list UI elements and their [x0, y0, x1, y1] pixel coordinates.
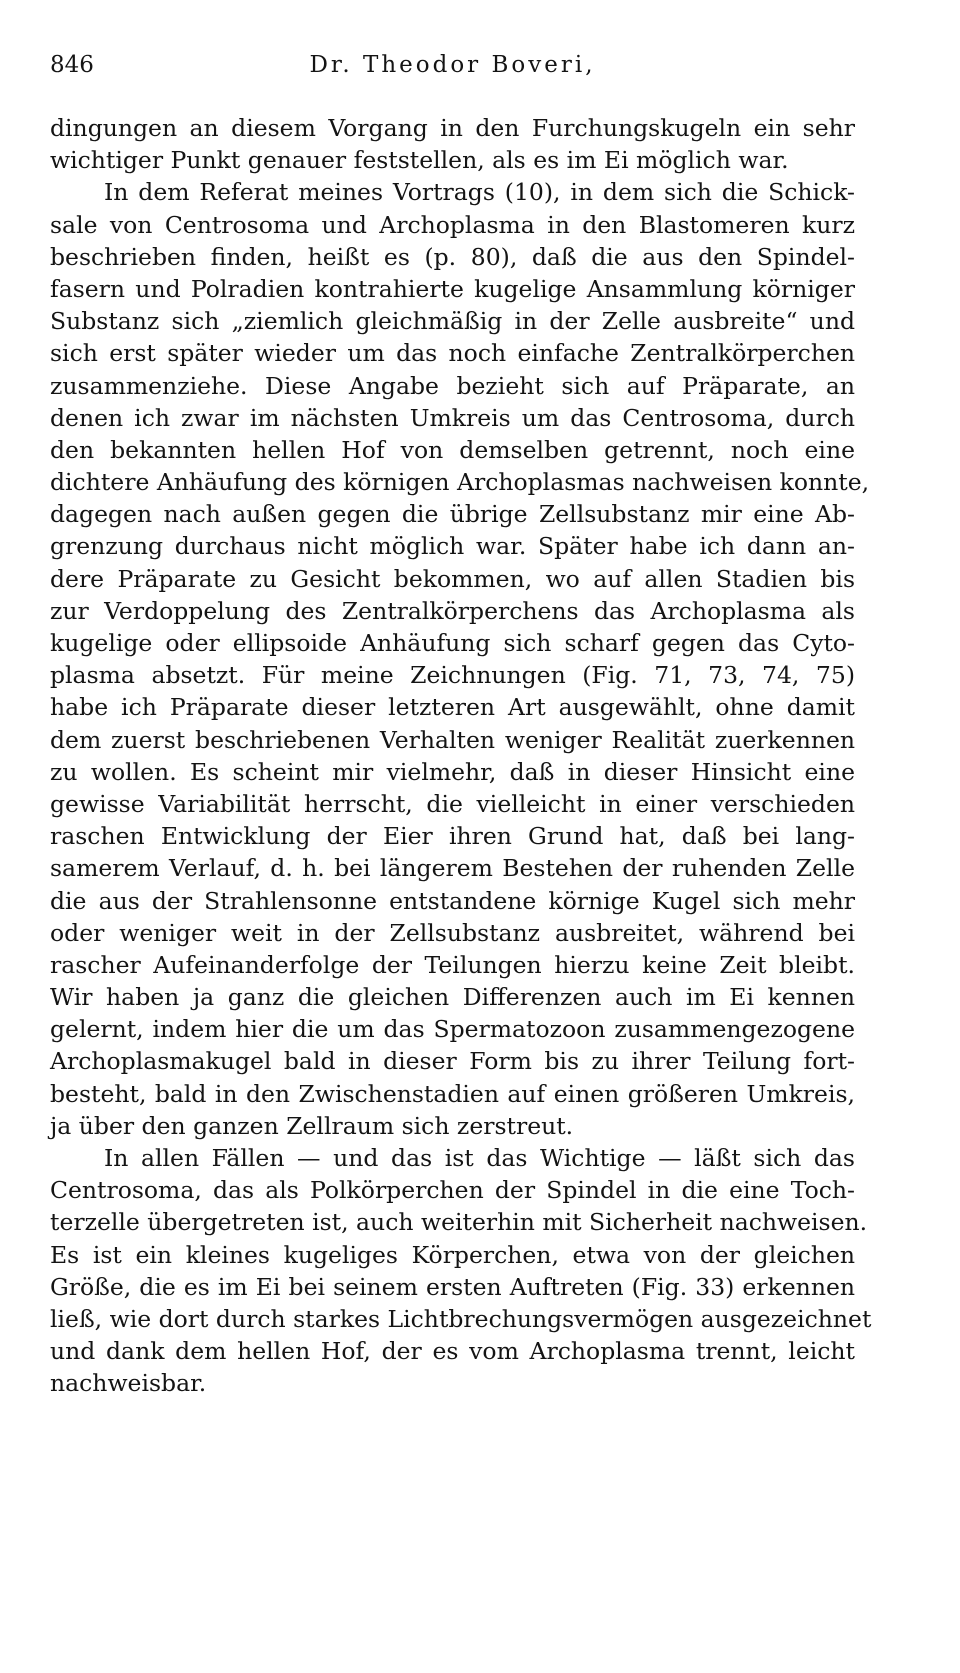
text-line: beschrieben finden, heißt es (p. 80), daß die aus den Spindel-	[50, 242, 855, 271]
text-line: sich erst später wieder um das noch einfache Zentralkörperchen	[50, 339, 855, 368]
text-line: Es ist ein kleines kugeliges Körperchen, etwa von der gleichen	[50, 1240, 855, 1269]
text-line: gelernt, indem hier die um das Spermatozoon zusammengezogene	[50, 1015, 855, 1044]
text-line: zur Verdoppelung des Zentralkörperchens das Archoplasma als	[50, 596, 855, 625]
text-line: plasma absetzt. Für meine Zeichnungen (Fig. 71, 73, 74, 75)	[50, 661, 855, 690]
text-line: Centrosoma, das als Polkörperchen der Spindel in die eine Toch-	[50, 1176, 855, 1205]
text-line: kugelige oder ellipsoide Anhäufung sich scharf gegen das Cyto-	[50, 629, 855, 657]
text-line: In allen Fällen — und das ist das Wichtige — läßt sich das	[104, 1144, 855, 1172]
text-line: die aus der Strahlensonne entstandene körnige Kugel sich mehr	[50, 886, 855, 915]
text-line: fasern und Polradien kontrahierte kugelige Ansammlung körniger	[50, 274, 855, 303]
text-line: nachweisbar.	[50, 1369, 207, 1398]
text-line: denen ich zwar im nächsten Umkreis um das Centrosoma, durch	[50, 403, 855, 432]
text-line: oder weniger weit in der Zellsubstanz ausbreitet, während bei	[50, 918, 855, 947]
text-line: Substanz sich „ziemlich gleichmäßig in der Zelle ausbreite“ und	[50, 307, 855, 336]
text-line: gewisse Variabilität herrscht, die vielleicht in einer verschieden	[50, 789, 855, 818]
body-text	[50, 112, 872, 1400]
text-line: und dank dem hellen Hof, der es vom Archoplasma trennt, leicht	[50, 1337, 855, 1366]
text-line: dichtere Anhäufung des körnigen Archoplasmas nachweisen konnte,	[50, 468, 870, 497]
text-line: In dem Referat meines Vortrags (10), in dem sich die Schick-	[104, 178, 855, 207]
text-line: wichtiger Punkt genauer feststellen, als es im Ei möglich war.	[50, 146, 789, 175]
text-line: terzelle übergetreten ist, auch weiterhin mit Sicherheit nachweisen.	[50, 1208, 868, 1237]
text-line: zu wollen. Es scheint mir vielmehr, daß in dieser Hinsicht eine	[50, 757, 855, 786]
text-line: rascher Aufeinanderfolge der Teilungen hierzu keine Zeit bleibt.	[50, 950, 855, 979]
text-line: samerem Verlauf, d. h. bei längerem Bestehen der ruhenden Zelle	[50, 854, 855, 883]
running-head: Dr. Theodor Boveri,	[309, 52, 596, 78]
text-line: raschen Entwicklung der Eier ihren Grund hat, daß bei lang-	[50, 822, 855, 851]
text-line: Größe, die es im Ei bei seinem ersten Auftreten (Fig. 33) erkennen	[50, 1272, 855, 1301]
text-line: sale von Centrosoma und Archoplasma in den Blastomeren kurz	[50, 210, 855, 239]
text-line: ließ, wie dort durch starkes Lichtbrechungsvermögen ausgezeichnet	[50, 1304, 872, 1333]
text-line: dem zuerst beschriebenen Verhalten weniger Realität zuerkennen	[50, 725, 855, 754]
page-header	[50, 52, 855, 92]
text-line: dere Präparate zu Gesicht bekommen, wo auf allen Stadien bis	[50, 564, 855, 593]
text-line: Archoplasmakugel bald in dieser Form bis zu ihrer Teilung fort-	[50, 1047, 855, 1076]
page-number: 846	[50, 52, 94, 78]
text-line: ja über den ganzen Zellraum sich zerstreut.	[50, 1111, 574, 1140]
text-line: den bekannten hellen Hof von demselben getrennt, noch eine	[50, 435, 855, 464]
text-line: besteht, bald in den Zwischenstadien auf einen größeren Umkreis,	[50, 1079, 855, 1108]
book-page	[50, 52, 872, 1400]
text-line: habe ich Präparate dieser letzteren Art ausgewählt, ohne damit	[50, 693, 855, 722]
text-line: grenzung durchaus nicht möglich war. Später habe ich dann an-	[50, 532, 855, 561]
text-line: Wir haben ja ganz die gleichen Differenzen auch im Ei kennen	[50, 983, 855, 1012]
text-line: dingungen an diesem Vorgang in den Furchungskugeln ein sehr	[50, 114, 855, 142]
text-line: zusammenziehe. Diese Angabe bezieht sich auf Präparate, an	[50, 371, 855, 400]
text-line: dagegen nach außen gegen die übrige Zellsubstanz mir eine Ab-	[50, 500, 855, 529]
